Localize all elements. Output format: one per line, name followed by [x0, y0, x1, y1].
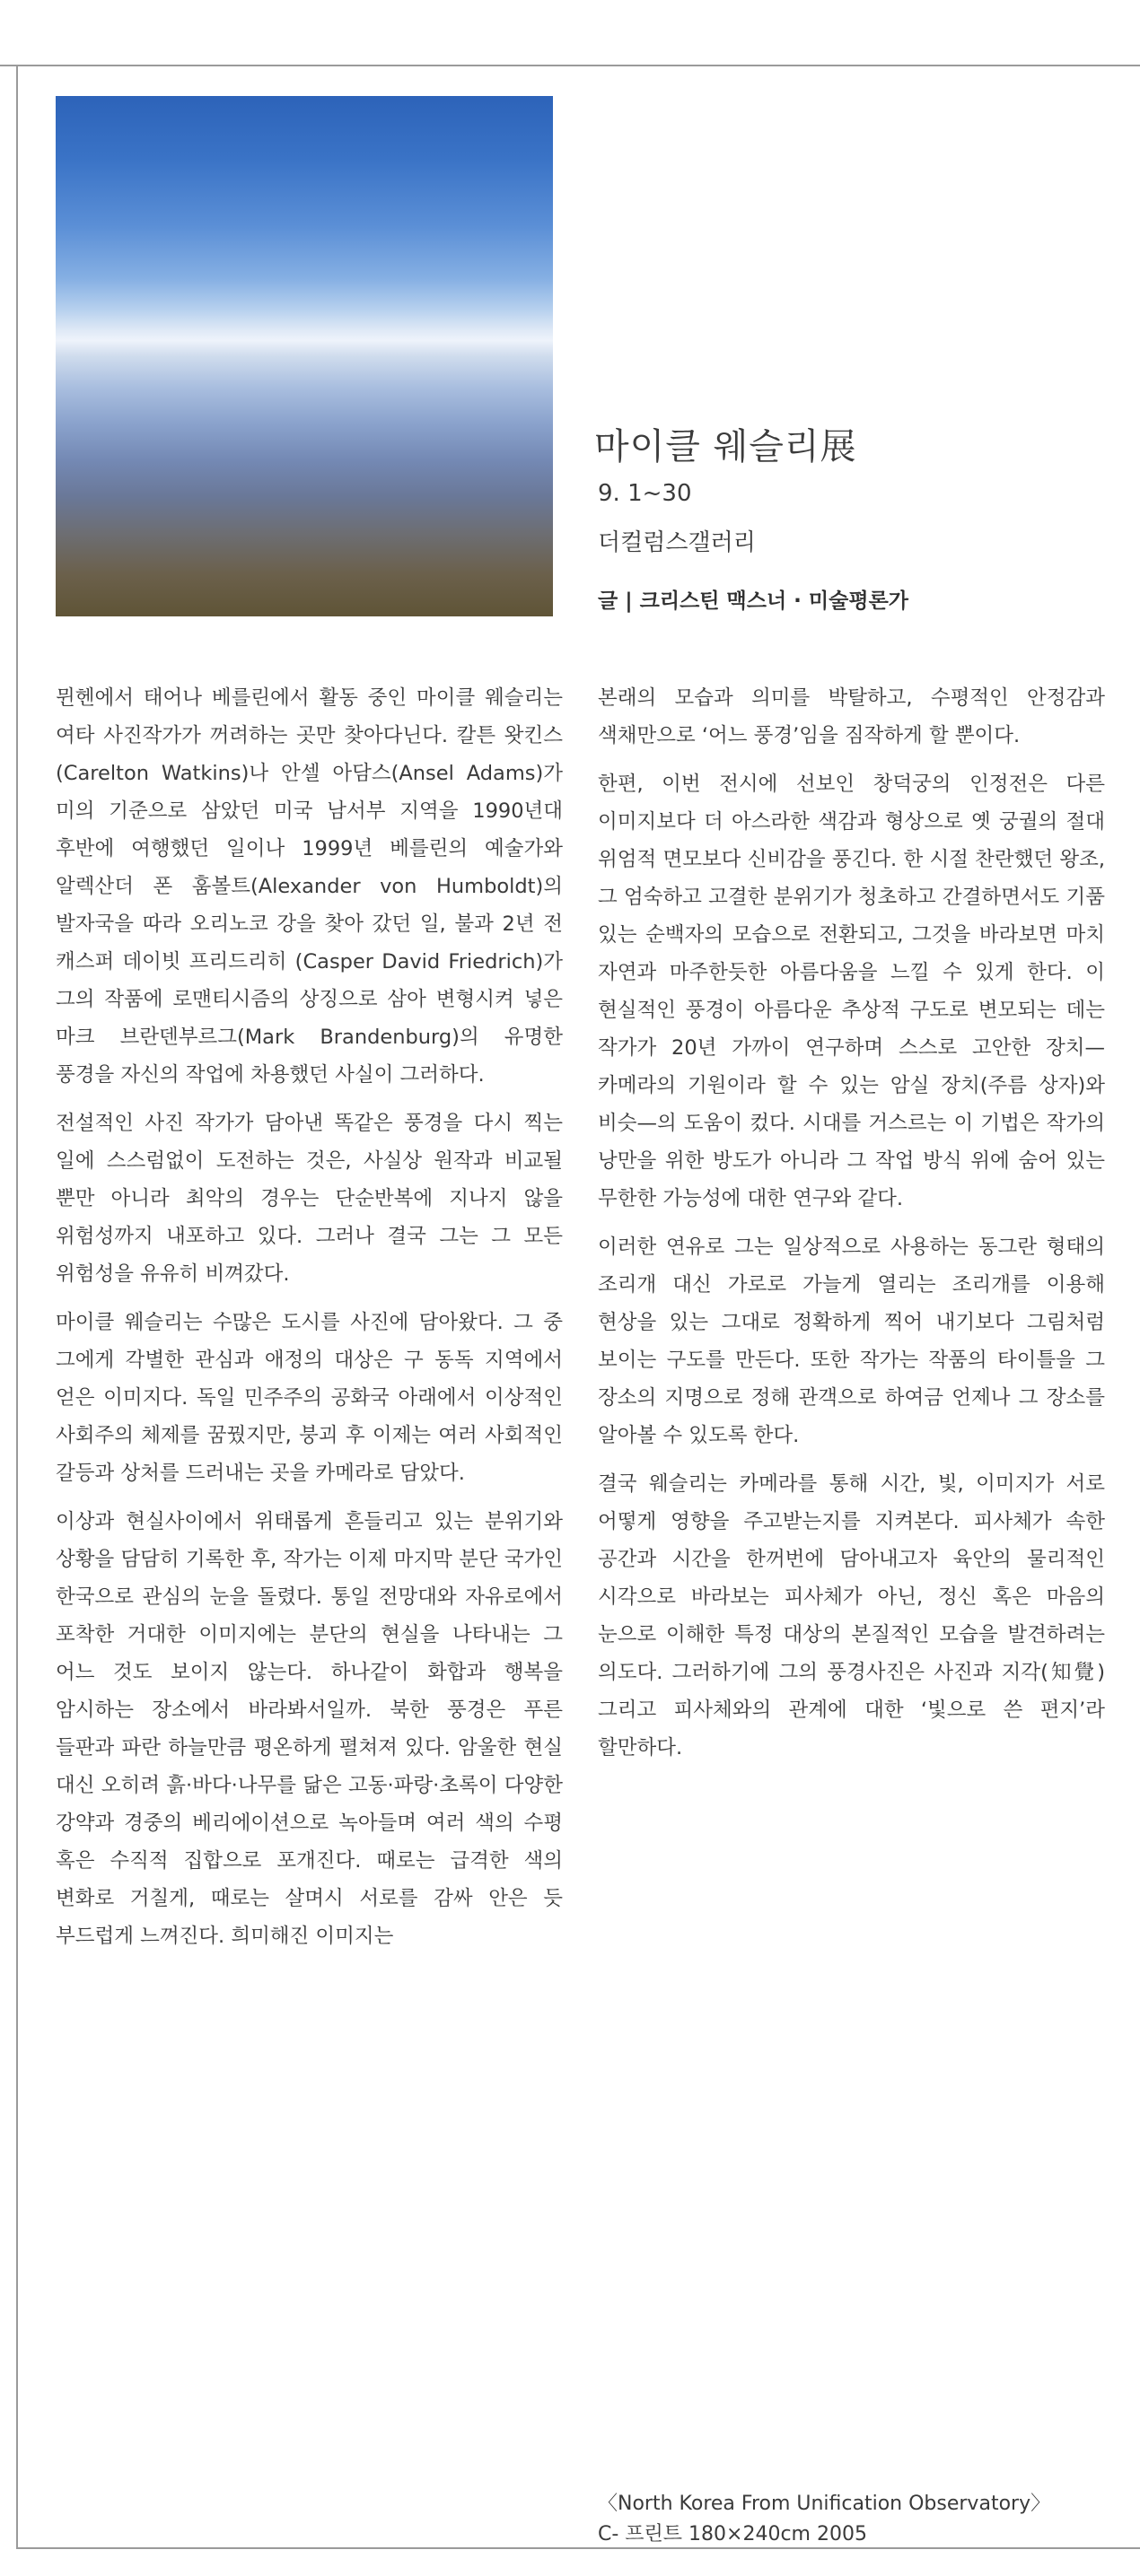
exhibition-dates: 9. 1~30 [598, 480, 692, 507]
caption-details: C- 프린트 180×240cm 2005 [598, 2523, 867, 2545]
left-border-rule [16, 65, 18, 2549]
exhibition-venue: 더컬럼스갤러리 [598, 529, 756, 556]
article-paragraph: 이러한 연유로 그는 일상적으로 사용하는 동그란 형태의 조리개 대신 가로로 가늘게 열리는 조리개를 이용해 현상을 있는 그대로 정확하게 찍어 내기보다 그림처럼 보이는 구도를 만든다. 또한 작가는 작품의 타이틀을 그 장소의 지명으로 정해 관객으로 하여금 언제나 그 장소를 알아볼 수 있도록 한다. [598, 1236, 1105, 1447]
exhibition-title: 마이클 웨슬리展 [594, 426, 857, 467]
article-column-right [598, 679, 1105, 1777]
top-border-rule [0, 65, 1140, 66]
article-column-left [56, 679, 563, 1966]
article-paragraph: 전설적인 사진 작가가 담아낸 똑같은 풍경을 다시 찍는 일에 스스럼없이 도전하는 것은, 사실상 원작과 비교될 뿐만 아니라 최악의 경우는 단순반복에 지나지 않을 위험성까지 내포하고 있다. 그러나 결국 그는 그 모든 위험성을 유유히 비껴갔다. [56, 1112, 563, 1286]
article-paragraph: 본래의 모습과 의미를 박탈하고, 수평적인 안정감과 색채만으로 ‘어느 풍경’임을 짐작하게 할 뿐이다. [598, 686, 1105, 747]
article-paragraph: 한편, 이번 전시에 선보인 창덕궁의 인정전은 다른 이미지보다 더 아스라한 색감과 형상으로 옛 궁궐의 절대 위엄적 면모보다 신비감을 풍긴다. 한 시절 찬란했던 왕조, 그 엄숙하고 고결한 분위기가 청초하고 간결하면서도 기품 있는 순백자의 모습으로 전환되고, 그것을 바라보면 마치 자연과 마주한듯한 아름다움을 느낄 수 있게 한다. 이 현실적인 풍경이 아름다운 추상적 구도로 변모되는 데는 작가가 20년 가까이 연구하며 스스로 고안한 장치—카메라의 기원이라 할 수 있는 암실 장치(주름 상자)와 비슷—의 도움이 컸다. 시대를 거스르는 이 기법은 작가의 낭만을 위한 방도가 아니라 그 작업 방식 위에 숨어 있는 무한한 가능성에 대한 연구와 같다. [598, 773, 1105, 1210]
article-paragraph: 마이클 웨슬리는 수많은 도시를 사진에 담아왔다. 그 중 그에게 각별한 관심과 애정의 대상은 구 동독 지역에서 얻은 이미지다. 독일 민주주의 공화국 아래에서 이상적인 사회주의 체제를 꿈꿨지만, 붕괴 후 이제는 여러 사회적인 갈등과 상처를 드러내는 곳을 카메라로 담았다. [56, 1311, 563, 1485]
article-paragraph: 이상과 현실사이에서 위태롭게 흔들리고 있는 분위기와 상황을 담담히 기록한 후, 작가는 이제 마지막 분단 국가인 한국으로 관심의 눈을 돌렸다. 통일 전망대와 자유로에서 포착한 거대한 이미지에는 분단의 현실을 나타내는 그 어느 것도 보이지 않는다. 하나같이 화합과 행복을 암시하는 장소에서 바라봐서일까. 북한 풍경은 푸른 들판과 파란 하늘만큼 평온하게 펼쳐져 있다. 암울한 현실 대신 오히려 흙·바다·나무를 닮은 고동·파랑·초록이 다양한 강약과 경중의 베리에이션으로 녹아들며 여러 색의 수평 혹은 수직적 집합으로 포개진다. 때로는 급격한 색의 변화로 거칠게, 때로는 살며시 서로를 감싸 안은 듯 부드럽게 느껴진다. 희미해진 이미지는 [56, 1510, 563, 1948]
article-paragraph: 결국 웨슬리는 카메라를 통해 시간, 빛, 이미지가 서로 어떻게 영향을 주고받는지를 지켜본다. 피사체가 속한 공간과 시간을 한꺼번에 담아내고자 육안의 물리적인 시각으로 바라보는 피사체가 아닌, 정신 혹은 마음의 눈으로 이해한 특정 대상의 본질적인 모습을 발견하려는 의도다. 그러하기에 그의 풍경사진은 사진과 지각(知覺) 그리고 피사체와의 관계에 대한 ‘빛으로 쓴 편지’라 할만하다. [598, 1472, 1105, 1760]
caption-title: 〈North Korea From Unification Observatory〉 [598, 2493, 1051, 2515]
author-byline: 글 | 크리스틴 맥스너 · 미술평론가 [598, 589, 909, 613]
artwork-photo [56, 96, 553, 616]
artwork-caption [598, 2489, 1050, 2550]
article-paragraph: 뮌헨에서 태어나 베를린에서 활동 중인 마이클 웨슬리는 여타 사진작가가 꺼려하는 곳만 찾아다닌다. 칼튼 왓킨스(Carelton Watkins)나 안셀 아담스(Ansel Adams)가 미의 기준으로 삼았던 미국 남서부 지역을 1990년대 후반에 여행했던 일이나 1999년 베를린의 예술가와 알렉산더 폰 훔볼트(Alexander von Humboldt)의 발자국을 따라 오리노코 강을 찾아 갔던 일, 불과 2년 전 캐스퍼 데이빗 프리드리히 (Casper David Friedrich)가 그의 작품에 로맨티시즘의 상징으로 삼아 변형시켜 넣은 마크 브란덴부르그(Mark Brandenburg)의 유명한 풍경을 자신의 작업에 차용했던 사실이 그러하다. [56, 686, 563, 1087]
